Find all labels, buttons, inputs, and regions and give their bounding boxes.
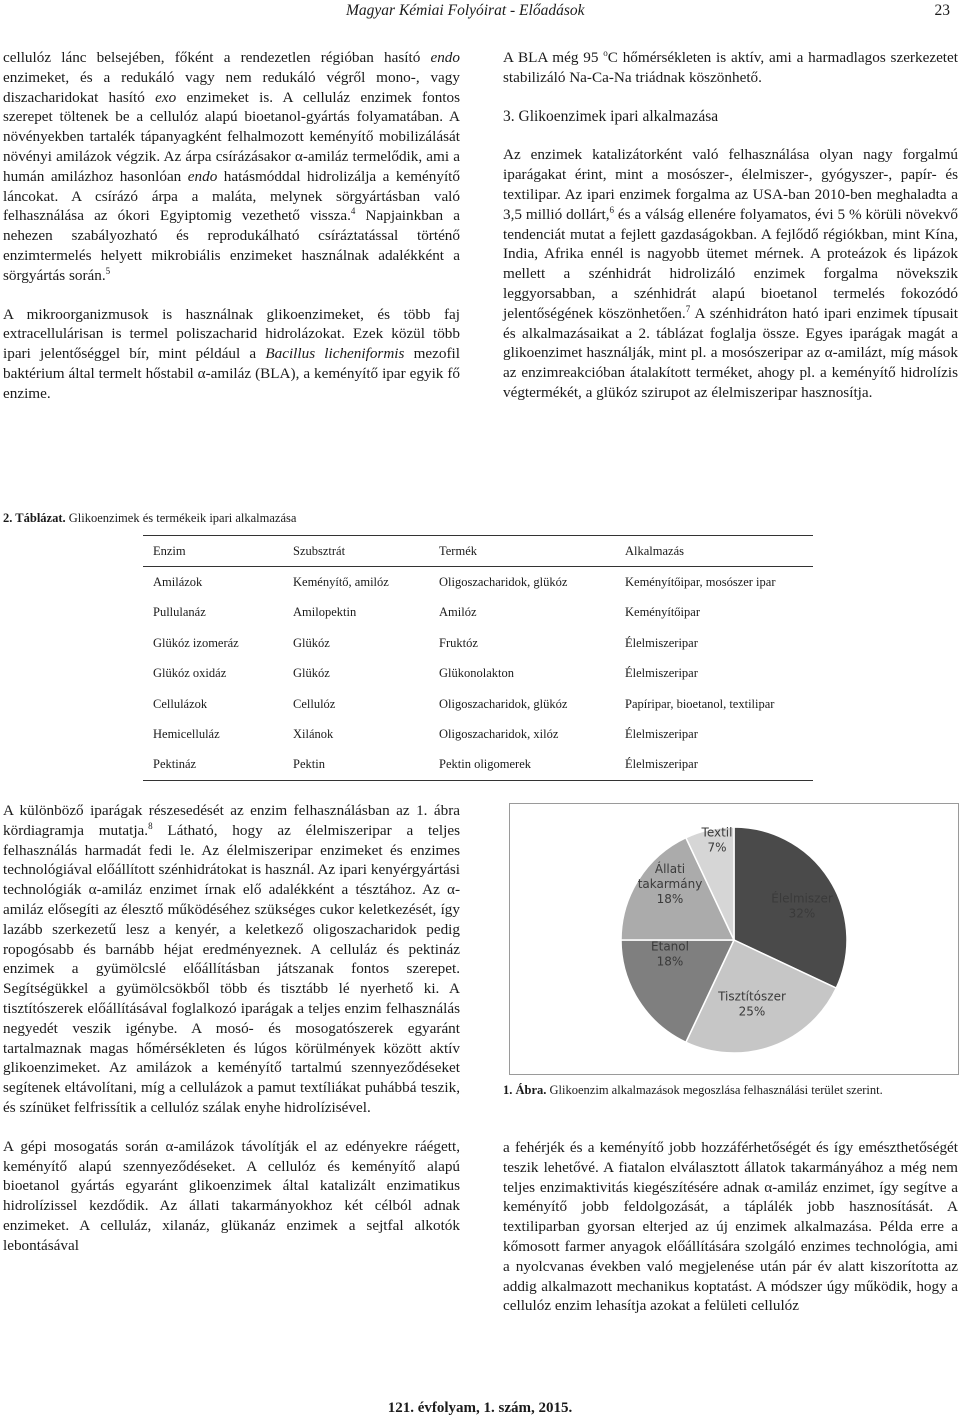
table-cell: Pullulanáz <box>153 605 206 620</box>
text-run: A gépi mosogatás során α-amilázok távolítják el az edényekre ráégett, keményítő alapú szennyeződéseket. A cellulóz és keményítő alapú bioetanol gyártás egyaránt glikoenzimek által katalizált enzimatikus hidrolízissel kezdődik. Az állati takarmányokhoz két célból adnak enzimeket. A celluláz, xilanáz, glükanáz enzimek a sejtfal alkotók lebontásával <box>3 1137 460 1254</box>
slice-value-label: 7% <box>707 840 727 855</box>
paragraph-bla <box>503 48 958 88</box>
table-cell: Keményítő, amilóz <box>293 575 389 590</box>
table-cell: Xilánok <box>293 727 334 742</box>
text-run: A mikroorganizmusok is használnak glikoenzimeket, és több faj extracellulárisan is termel poliszacharid hidrolázokat. Ezek közül több ipari jelentőséggel bír, mint például a <box>3 305 460 363</box>
slice-name-label: Állati <box>654 862 686 876</box>
table-cell: Élelmiszeripar <box>625 757 698 772</box>
table-cell: Oligoszacharidok, glükóz <box>439 575 568 590</box>
table-cell: Glükóz <box>293 635 330 650</box>
left-column-top <box>3 48 460 404</box>
table-header-cell: Alkalmazás <box>615 536 813 567</box>
table-caption <box>3 510 503 527</box>
table-cell: Cellulázok <box>153 696 208 711</box>
table-cell: Keményítőipar <box>625 605 700 620</box>
paragraph-industry-shares <box>3 801 460 1118</box>
text-run: enzimeket, és a redukáló vagy nem redukáló végről mono-, vagy diszacharidokat hasító <box>3 68 460 106</box>
text-run: Az enzimek katalizátorként való felhasználása olyan nagy forgalmú iparágakat érint, mint a mosószer-, élelmiszer-, gyógyszer-, papír- és textilipar. Az ipari enzimek forgalma az USA-ban 2010-ben meghaladta a 3,5 millió dollárt, <box>503 146 958 223</box>
reference-mark: 6 <box>609 204 615 215</box>
table-row <box>143 719 813 749</box>
text-run: A szénhidráton ható ipari enzimek típusait és alkalmazásaikat a 2. táblázat foglalja össze. Egyes iparágak magát a glikoenzimet használják, mint pl. a mosószeripar az α-amilázt, míg mások az enzimreakcióban átalakított terméket, ahogy pl. a keményítő hidrolízis végtermékét, a glükóz szirupot az élelmiszeripar hasznosítja. <box>503 304 958 401</box>
pie-chart <box>510 804 958 1074</box>
enzyme-table <box>143 535 813 781</box>
section-title: 3. Glikoenzimek ipari alkalmazása <box>503 107 719 125</box>
slice-value-label: 18% <box>656 892 684 906</box>
table-cell: Amilóz <box>439 605 477 620</box>
table-cell: Oligoszacharidok, xilóz <box>439 727 559 742</box>
italic-term: endo <box>187 167 218 185</box>
text-run: a fehérjék és a keményítő jobb hozzáférhetőségét és így emészthetőségét teszik lehetővé. A fiatalon elválasztott állatok takarmányához a még nem teljes enzimaktivitás kiegészítésére adnak α-amiláz enzimet, így segítve a keményítő jobb feldolgozását, a táplálék jobb hasznosítását. A textiliparban gyorsan elterjed az új enzimek alkalmazása. Példa erre a kőmosott farmer anyagok előállítására szolgáló enzimes technológia, ami a nyolcvanas években való megjelenése után pár év alatt kiszorította az addig alkalmazott mechanikus koptatást. A módszer úgy működik, hogy a cellulóz enzim lehasítja azokat a felületi cellulóz <box>503 1139 958 1315</box>
journal-title: Magyar Kémiai Folyóirat - Előadások <box>346 2 585 19</box>
slice-value-label: 25% <box>738 1004 766 1019</box>
reference-mark: 5 <box>105 265 111 276</box>
paragraph-industrial-use <box>503 145 958 402</box>
text-run: cellulóz lánc belsejében, főként a rendezetlen régióban hasító <box>3 49 431 66</box>
table-cell: Papíripar, bioetanol, textilipar <box>625 696 775 711</box>
text-run: Látható, hogy az élelmiszeripar a teljes felhasználás harmadát fedi le. Az élelmiszeripar enzimeket és enzimes technológiával előállított szénhidrátokat is használ. Az ipari kenyérgyártási technológiák α-amiláz enzimet írnak elő adalékként a tésztához. Az α-amiláz elősegíti az élesztő működéséhez szükséges cukor keletkezését, így lazább szerkezetű lesz a kenyér, a keletkező oligoszacharidok pedig ropogósabb és barnább héjat eredményeznek. A celluláz és pektináz enzimek a gyümölcslé előállításban játszanak fontos szerepet. Segítségükkel a gyümölcsökből több és tisztább lé nyerhető ki. A tisztítószerek előállításával foglalkozó iparágak a teljes enzim felhasználás negyedét veszik igénybe. A mosó- és mosogatószerek egyaránt tartalmaznak magas hőmérsékleten és lúgos körülmények között aktív glikoenzimeket. Az amilázok a keményítő tartalmú szennyeződéseket segítenek eltávolítani, míg a cellulázok a pamut textíliákat puhábbá teszik, és színüket felfrissítik a cellulóz szálak enyhe hidrolízisével. <box>3 821 460 1116</box>
figure-caption <box>503 1082 953 1099</box>
slice-value-label: 18% <box>656 954 684 969</box>
table-cell: Pektin <box>293 757 325 772</box>
slice-name-label: Etanol <box>651 939 689 954</box>
page-number: 23 <box>934 2 950 19</box>
table-row <box>143 628 813 658</box>
italic-term: Bacillus licheniformis <box>265 345 405 363</box>
reference-mark: 8 <box>148 820 153 831</box>
text-run: mezofil baktérium által termelt hőstabil α-amiláz (BLA), a keményítő ipar egyik fő enzime. <box>3 345 460 402</box>
table-cell: Élelmiszeripar <box>625 666 698 681</box>
table-row <box>143 567 813 598</box>
table-cell: Glükonolakton <box>439 666 514 681</box>
paragraph-microorganisms <box>3 305 460 404</box>
slice-name-label: takarmány <box>637 877 703 891</box>
table-cell: Oligoszacharidok, glükóz <box>439 696 568 711</box>
text-run: enzimeket is. A celluláz enzimek fontos szerepet töltenek be a cellulóz alapú bioetanol-gyártás folyamatában. A növényekben tartalék tápanyagként felhalmozott keményítő mobilizálását növényi amilázok végzik. Az árpa csírázásakor α-amiláz termelődik, ami a humán amilázhoz hasonlóan <box>3 88 461 185</box>
table-cell: Fruktóz <box>439 635 478 650</box>
reference-mark: 7 <box>685 303 691 314</box>
slice-name-label: Élelmiszer <box>771 891 833 906</box>
page-header <box>0 2 960 24</box>
table-cell: Cellulóz <box>293 696 336 711</box>
table-header-row <box>143 536 813 567</box>
text-run: A BLA még 95 <box>503 49 604 66</box>
table-cell: Pektináz <box>153 757 197 772</box>
paragraph-feed-textile <box>503 1138 958 1316</box>
table-cell: Glükóz oxidáz <box>153 666 227 681</box>
italic-term: endo <box>430 49 460 66</box>
left-column-bottom <box>3 801 460 1256</box>
text-run: hatásmóddal hidrolizálja a keményítő láncokat. A csírázó árpa a maláta, melynek sörgyártásban való felhasználása az ókori Egyiptomig vezethető vissza. <box>3 167 460 225</box>
text-run: A különböző iparágak részesedését az enzim felhasználásban az 1. ábra kördiagramja mutatja. <box>3 802 460 839</box>
right-column-bottom <box>503 1138 958 1316</box>
right-column-top <box>503 48 958 403</box>
table-caption-label: 2. Táblázat. <box>3 511 66 525</box>
slice-name-label: Textil <box>701 825 733 840</box>
slice-value-label: 32% <box>788 906 816 921</box>
table-cell: Amilopektin <box>293 605 357 620</box>
table-header-cell: Termék <box>429 536 615 567</box>
table-cell: Amilázok <box>153 575 203 590</box>
reference-mark: o <box>603 47 608 58</box>
table-cell: Glükóz izomeráz <box>153 635 239 650</box>
table-cell: Élelmiszeripar <box>625 635 698 650</box>
table-row <box>143 598 813 628</box>
pie-chart-figure <box>509 803 959 1075</box>
text-run: és a válság ellenére folyamatos, évi 5 % körüli növekvő tendenciát mutat a fejlett gazdaságokban. A fejlődő régiókban, mint Kína, India, Afrika ennél is nagyobb ütemet mérnek. A proteázok és lipázok mellett a szénhidrát hidrolizáló enzimek forgalma növekszik leggyorsabban, a szénhidrát alapú bioetanol termelés fokozódó jelentőségének köszönhetően. <box>503 205 958 322</box>
figure-caption-text: Glikoenzim alkalmazások megoszlása felhasználási terület szerint. <box>546 1083 883 1097</box>
table-caption-text: Glikoenzimek és termékeik ipari alkalmazása <box>65 511 297 525</box>
table-row <box>143 689 813 719</box>
italic-term: exo <box>155 88 177 106</box>
slice-name-label: Tisztítószer <box>718 989 786 1004</box>
text-run: C hőmérsékleten is aktív, ami a harmadlagos szerkezetet stabilizáló Na-Ca-Na triádnak köszönhető. <box>503 49 958 86</box>
paragraph-amylase-origin <box>3 48 460 286</box>
table-header-cell: Enzim <box>143 536 283 567</box>
table-cell: Élelmiszeripar <box>625 727 698 742</box>
text-run: Napjainkban a nehezen szabályozható és reprodukálható csíráztatással történő enzimtermelés helyett mikrobiális enzimeket használnak adalékként a sörgyártás során. <box>3 207 461 284</box>
table-cell: Hemicelluláz <box>153 727 220 742</box>
table-header-cell: Szubsztrát <box>283 536 429 567</box>
table-cell: Keményítőipar, mosószer ipar <box>625 575 776 590</box>
table-cell: Glükóz <box>293 666 330 681</box>
figure-caption-label: 1. Ábra. <box>503 1083 547 1097</box>
table-cell: Pektin oligomerek <box>439 757 531 772</box>
table-row <box>143 750 813 781</box>
page-footer: 121. évfolyam, 1. szám, 2015. <box>387 1400 573 1416</box>
reference-mark: 4 <box>350 206 356 217</box>
table-row <box>143 659 813 689</box>
paragraph-dishwashing <box>3 1137 460 1256</box>
